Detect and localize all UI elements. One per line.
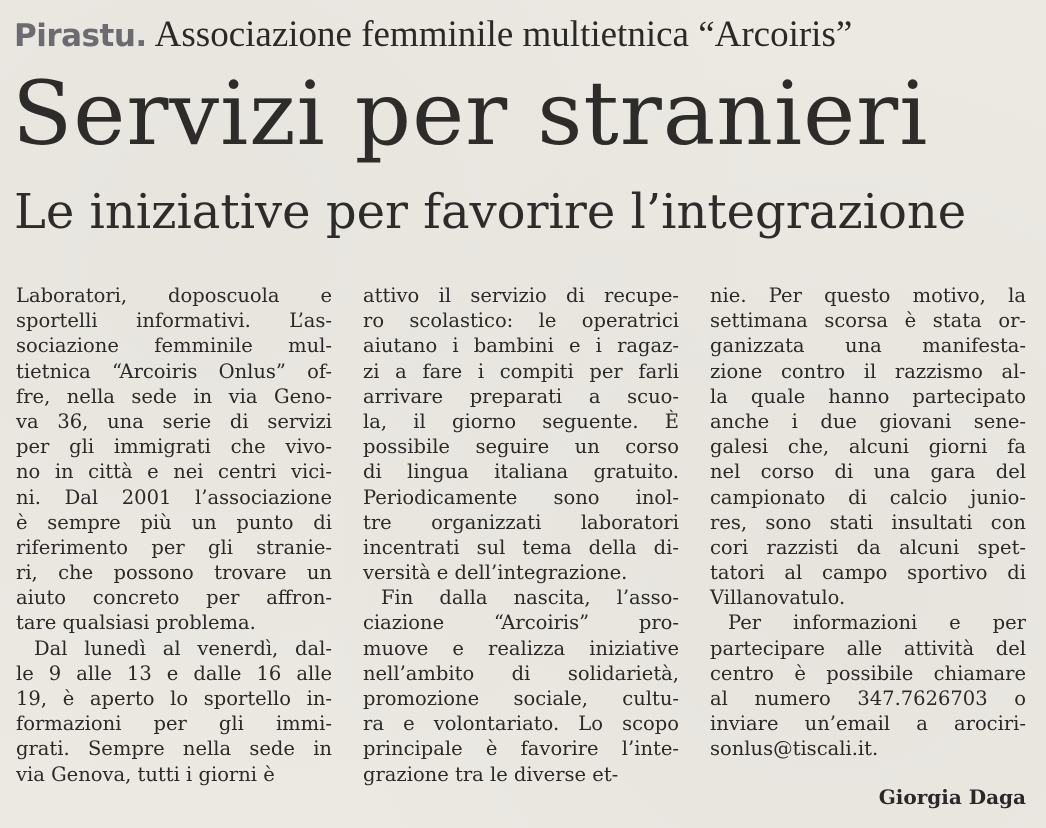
text-line: la quale hanno partecipato <box>710 384 1026 408</box>
text-line: ri, che possono trovare un <box>16 561 332 585</box>
text-line: promozione sociale, cultu- <box>363 687 679 710</box>
text-line: sonlus@tiscali.it. <box>710 737 879 761</box>
text-line: nie. Per questo motivo, la <box>710 284 1026 307</box>
text-line: fre, nella sede in via Geno- <box>16 384 332 408</box>
text-line: zione contro il razzismo al- <box>710 359 1026 383</box>
text-line: Villanovatulo. <box>710 586 846 610</box>
text-line: res, sono stati insultati con <box>710 510 1026 534</box>
text-line: formazioni per gli immi- <box>16 712 332 736</box>
text-line: arrivare preparati a scuo- <box>363 384 679 408</box>
article-column-1 <box>16 283 332 787</box>
text-line: le 9 alle 13 e dalle 16 alle <box>16 661 332 685</box>
text-line: va 36, una serie di servizi <box>16 409 332 433</box>
text-line: Laboratori, doposcuola e <box>16 284 332 307</box>
text-line: possibile seguire un corso <box>363 435 679 459</box>
text-line: Periodicamente sono inol- <box>363 485 679 509</box>
text-line: zi a fare i compiti per farli <box>363 359 679 383</box>
text-line: Fin dalla nascita, l’asso- <box>381 586 679 610</box>
text-line: centro è possibile chiamare <box>710 661 1026 685</box>
article-column-2 <box>363 283 679 787</box>
text-line: versità e dell’integrazione. <box>363 561 628 585</box>
text-line: è sempre più un punto di <box>16 510 332 534</box>
text-line: anche i due giovani sene- <box>710 409 1026 433</box>
text-line: aiuto concreto per affron- <box>16 586 332 610</box>
kicker-text: Associazione femminile multietnica “Arcoiris” <box>154 14 853 55</box>
text-line: galesi che, alcuni giorni fa <box>710 435 1026 459</box>
text-line: nell’ambito di solidarietà, <box>363 661 679 685</box>
author-byline: Giorgia Daga <box>878 785 1026 809</box>
text-line: cori razzisti da alcuni spet- <box>710 535 1026 559</box>
text-line: aiutano i bambini e i ragaz- <box>363 334 679 358</box>
text-line: grazione tra le diverse et- <box>363 762 619 786</box>
article-column-3 <box>710 283 1026 762</box>
headline: Servizi per stranieri <box>12 62 929 165</box>
text-line: ganizzata una manifesta- <box>710 334 1026 358</box>
text-line: sportelli informativi. L’as- <box>16 309 332 333</box>
text-line: ro scolastico: le operatrici <box>363 309 679 333</box>
text-line: tare qualsiasi problema. <box>16 611 256 635</box>
text-line: Per informazioni e per <box>728 611 1026 635</box>
subheadline: Le iniziative per favorire l’integrazione <box>14 184 967 240</box>
text-line: ni. Dal 2001 l’associazione <box>16 485 332 509</box>
text-line: ciazione “Arcoiris” pro- <box>363 611 679 635</box>
text-line: partecipare alle attività del <box>710 636 1026 660</box>
text-line: 19, è aperto lo sportello in- <box>16 687 332 710</box>
location-label: Pirastu. <box>14 18 147 54</box>
text-line: grati. Sempre nella sede in <box>16 737 332 761</box>
text-line: tre organizzati laboratori <box>363 510 679 534</box>
text-line: campionato di calcio junio- <box>710 485 1026 509</box>
text-line: di lingua italiana gratuito. <box>363 460 679 484</box>
text-line: muove e realizza iniziative <box>363 636 679 660</box>
text-line: incentrati sul tema della di- <box>363 535 679 559</box>
text-line: sociazione femminile mul- <box>16 334 332 358</box>
text-line: la, il giorno seguente. È <box>363 409 679 433</box>
text-line: ra e volontariato. Lo scopo <box>363 712 679 736</box>
text-line: inviare un’email a arociri- <box>710 712 1026 736</box>
text-line: nel corso di una gara del <box>710 460 1026 484</box>
text-line: principale è favorire l’inte- <box>363 737 679 761</box>
kicker-line <box>14 10 1034 61</box>
text-line: riferimento per gli stranie- <box>16 535 332 559</box>
text-line: via Genova, tutti i giorni è <box>16 762 275 786</box>
text-line: per gli immigrati che vivo- <box>16 435 332 459</box>
text-line: settimana scorsa è stata or- <box>710 309 1026 333</box>
text-line: tietnica “Arcoiris Onlus” of- <box>16 359 332 383</box>
text-line: tatori al campo sportivo di <box>710 561 1026 585</box>
text-line: attivo il servizio di recupe- <box>363 284 679 307</box>
text-line: Dal lunedì al venerdì, dal- <box>34 636 332 660</box>
text-line: al numero 347.7626703 o <box>710 687 1026 710</box>
text-line: no in città e nei centri vici- <box>16 460 332 484</box>
